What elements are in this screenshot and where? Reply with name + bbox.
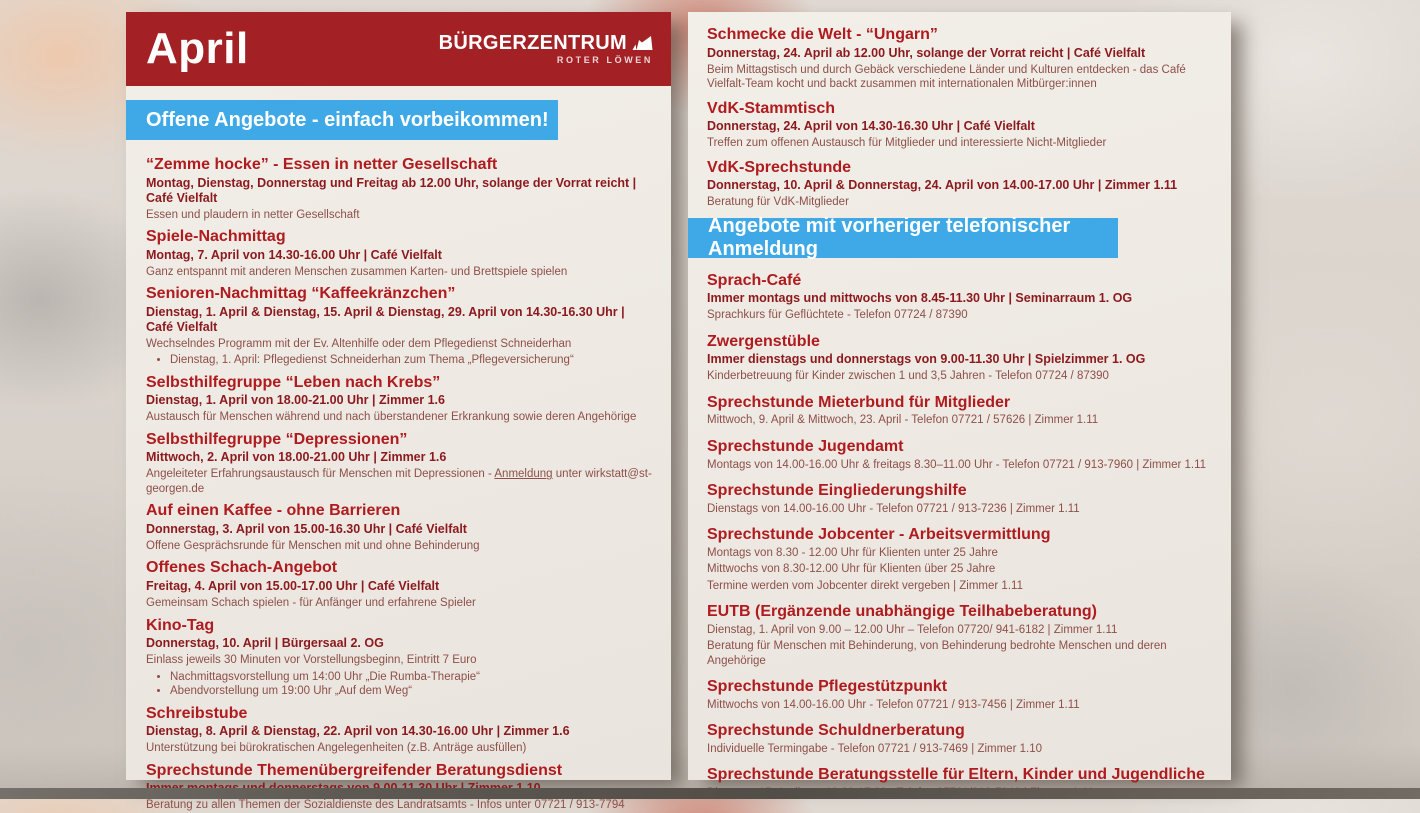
event-schedule: Dienstag, 1. April von 18.00-21.00 Uhr | Zimmer 1.6 [146, 393, 445, 408]
event-title: Sprechstunde Pflegestützpunkt [707, 678, 948, 696]
event-item [146, 228, 655, 279]
logo-subtitle: ROTER LÖWEN [556, 55, 653, 65]
month-title: April [146, 24, 249, 73]
event-bullet: • Abendvorstellung um 19:00 Uhr „Auf dem Weg“ [170, 684, 655, 698]
event-item [707, 722, 1215, 756]
event-description: Beratung zu allen Themen der Sozialdienste des Landratsamts - Infos unter 07721 / 913-7794 [146, 799, 625, 812]
event-item [146, 559, 655, 610]
event-description: Kinderbetreuung für Kinder zwischen 1 und 3,5 Jahren - Telefon 07724 / 87390 [707, 370, 1109, 383]
event-title: Senioren-Nachmittag “Kaffeekränzchen” [146, 285, 456, 303]
event-description: Montags von 14.00-16.00 Uhr & freitags 8.30–11.00 Uhr - Telefon 07721 / 913-7960 | Zimmer 1.11 [707, 458, 1207, 471]
event-bullet: • Nachmittagsvorstellung um 14:00 Uhr „Die Rumba-Therapie“ [170, 670, 655, 684]
open-offers-banner: Offene Angebote - einfach vorbeikommen! [126, 100, 558, 140]
event-schedule: Donnerstag, 3. April von 15.00-16.30 Uhr | Café Vielfalt [146, 521, 467, 536]
event-title: Offenes Schach-Angebot [146, 559, 338, 577]
event-description: Mittwochs von 8.30-12.00 Uhr für Klienten über 25 Jahre [707, 563, 996, 576]
description-text: Angeleiteter Erfahrungsaustausch für Menschen mit Depressionen - [146, 468, 495, 481]
event-item [707, 438, 1215, 472]
event-item [707, 482, 1215, 516]
event-schedule: Donnerstag, 24. April ab 12.00 Uhr, solange der Vorrat reicht | Café Vielfalt [707, 45, 1146, 60]
event-item [707, 272, 1215, 323]
event-title: Kino-Tag [146, 616, 215, 634]
event-description: Sprachkurs für Geflüchtete - Telefon 07724 / 87390 [707, 309, 968, 322]
event-title: Sprechstunde Jugendamt [707, 437, 904, 455]
event-title: Selbsthilfegruppe “Depressionen” [146, 430, 408, 448]
event-description: Essen und plaudern in netter Gesellschaft [146, 208, 360, 221]
photo-table-edge [0, 788, 1420, 799]
event-description: Montags von 8.30 - 12.00 Uhr für Klienten unter 25 Jahre [707, 546, 998, 559]
event-description: Offene Gesprächsrunde für Menschen mit und ohne Behinderung [146, 539, 480, 552]
event-title: Sprach-Café [707, 271, 802, 289]
event-description: Individuelle Termingabe - Telefon 07721 / 913-7469 | Zimmer 1.10 [707, 742, 1042, 755]
event-item [146, 617, 655, 699]
event-title: Schreibstube [146, 704, 248, 722]
event-title: Sprechstunde Mieterbund für Mitglieder [707, 393, 1011, 411]
event-description: Einlass jeweils 30 Minuten vor Vorstellungsbeginn, Eintritt 7 Euro [146, 654, 477, 667]
event-description: Termine werden vom Jobcenter direkt vergeben | Zimmer 1.11 [707, 579, 1023, 592]
event-title: VdK-Sprechstunde [707, 158, 852, 176]
event-title: Schmecke die Welt - “Ungarn” [707, 26, 938, 43]
event-item [146, 705, 655, 756]
logo-title: BÜRGERZENTRUM [438, 32, 627, 54]
event-schedule: Mittwoch, 2. April von 18.00-21.00 Uhr | Zimmer 1.6 [146, 450, 447, 465]
buergerzentrum-logo [439, 33, 653, 65]
flyer-header [126, 12, 671, 86]
event-title: Sprechstunde Jobcenter - Arbeitsvermittlung [707, 526, 1051, 544]
event-description: Ganz entspannt mit anderen Menschen zusammen Karten- und Brettspiele spielen [146, 265, 568, 278]
event-description: Beim Mittagstisch und durch Gebäck verschiedene Länder und Kulturen entdecken - das Café Vielfalt-Team kocht und backt zusammen mit internationalen Mitbürger:innen [707, 63, 1186, 91]
event-title: Zwergenstüble [707, 332, 820, 350]
event-description: Beratung für VdK-Mitglieder [707, 196, 849, 209]
registration-offers-list [688, 272, 1231, 801]
event-title: Sprechstunde Beratungsstelle für Eltern, Kinder und Jugendliche [707, 766, 1205, 784]
event-item [707, 159, 1215, 210]
event-description: Austausch für Menschen während und nach überstandener Erkrankung sowie deren Angehörige [146, 411, 637, 424]
event-bullet: • Dienstag, 1. April: Pflegedienst Schneiderhan zum Thema „Pflegeversicherung“ [170, 353, 655, 367]
event-item [146, 502, 655, 553]
event-description: Mittwochs von 14.00-16.00 Uhr - Telefon 07721 / 913-7456 | Zimmer 1.11 [707, 698, 1080, 711]
event-description: Beratung für Menschen mit Behinderung, von Behinderung bedrohte Menschen und deren Angehörige [707, 640, 1167, 667]
registration-offers-banner: Angebote mit vorheriger telefonischer Anmeldung [688, 218, 1118, 258]
event-description: Dienstag, 1. April von 9.00 – 12.00 Uhr – Telefon 07720/ 941-6182 | Zimmer 1.11 [707, 623, 1118, 636]
event-description: Treffen zum offenen Austausch für Mitglieder und interessierte Nicht-Mitglieder [707, 137, 1107, 150]
event-item [146, 374, 655, 425]
event-description [146, 467, 655, 496]
event-title: EUTB (Ergänzende unabhängige Teilhabeberatung) [707, 603, 1097, 621]
event-schedule: Freitag, 4. April von 15.00-17.00 Uhr | Café Vielfalt [146, 579, 440, 594]
event-description: Gemeinsam Schach spielen - für Anfänger und erfahrene Spieler [146, 597, 476, 610]
event-bullet-list [170, 353, 655, 367]
event-item [707, 394, 1215, 428]
event-schedule: Immer montags und mittwochs von 8.45-11.30 Uhr | Seminarraum 1. OG [707, 291, 1133, 306]
event-title: “Zemme hocke” - Essen in netter Gesellschaft [146, 156, 498, 173]
event-schedule: Montag, Dienstag, Donnerstag und Freitag ab 12.00 Uhr, solange der Vorrat reicht | Café Vielfalt [146, 175, 637, 205]
program-flyer-left-page [126, 12, 671, 812]
event-title: Sprechstunde Eingliederungshilfe [707, 482, 967, 500]
event-title: Sprechstunde Themenübergreifender Beratungsdienst [146, 761, 563, 779]
event-item [707, 333, 1215, 384]
event-schedule: Dienstag, 1. April & Dienstag, 15. April & Dienstag, 29. April von 14.30-16.30 Uhr | Café Vielfalt [146, 304, 625, 334]
event-item [146, 156, 655, 222]
event-item [707, 100, 1215, 151]
lion-logo-icon [632, 35, 653, 51]
event-description: Dienstags von 14.00-16.00 Uhr - Telefon 07721 / 913-7236 | Zimmer 1.11 [707, 502, 1080, 515]
program-flyer-right-page [688, 12, 1231, 784]
anmeldung-link[interactable]: Anmeldung [494, 468, 553, 481]
event-description: Wechselndes Programm mit der Ev. Altenhilfe oder dem Pflegedienst Schneiderhan [146, 337, 572, 350]
event-title: VdK-Stammtisch [707, 99, 836, 117]
event-schedule: Immer dienstags und donnerstags von 9.00-11.30 Uhr | Spielzimmer 1. OG [707, 352, 1146, 367]
event-description: Unterstützung bei bürokratischen Angelegenheiten (z.B. Anträge ausfüllen) [146, 742, 527, 755]
event-bullet-list [170, 670, 655, 699]
event-item [707, 678, 1215, 712]
event-schedule: Montag, 7. April von 14.30-16.00 Uhr | Café Vielfalt [146, 247, 442, 262]
event-item [146, 285, 655, 368]
event-title: Selbsthilfegruppe “Leben nach Krebs” [146, 373, 441, 391]
event-title: Auf einen Kaffee - ohne Barrieren [146, 502, 401, 520]
event-schedule: Donnerstag, 10. April & Donnerstag, 24. April von 14.00-17.00 Uhr | Zimmer 1.11 [707, 178, 1178, 193]
event-title: Sprechstunde Schuldnerberatung [707, 722, 965, 740]
event-item [707, 603, 1215, 668]
open-offers-list [126, 140, 671, 813]
open-offers-list-continued [688, 12, 1231, 210]
event-description: Mittwoch, 9. April & Mittwoch, 23. April - Telefon 07721 / 57626 | Zimmer 1.11 [707, 414, 1099, 427]
event-item [146, 431, 655, 497]
event-schedule: Dienstag, 8. April & Dienstag, 22. April von 14.30-16.00 Uhr | Zimmer 1.6 [146, 724, 570, 739]
event-title: Spiele-Nachmittag [146, 228, 286, 246]
event-item [707, 26, 1215, 92]
event-item [707, 526, 1215, 593]
event-schedule: Donnerstag, 24. April von 14.30-16.30 Uhr | Café Vielfalt [707, 119, 1035, 134]
description-text: unter wirkstatt@st-georgen.de [146, 468, 652, 495]
event-schedule: Donnerstag, 10. April | Bürgersaal 2. OG [146, 636, 384, 651]
